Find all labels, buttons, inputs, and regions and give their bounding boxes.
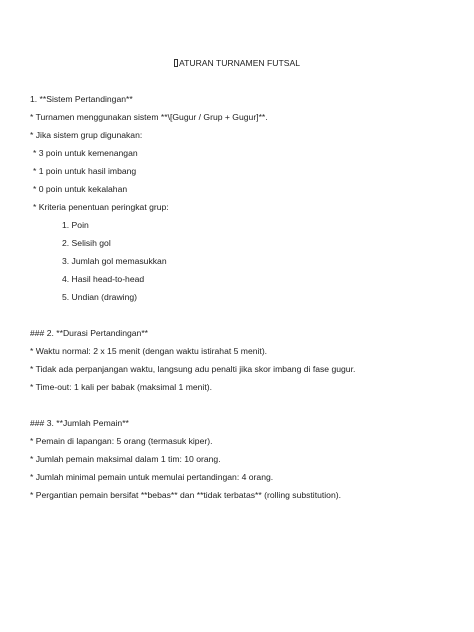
- list-item: 4. Hasil head-to-head: [62, 274, 145, 284]
- list-item: * Kriteria penentuan peringkat grup:: [33, 202, 169, 212]
- list-item: * Pergantian pemain bersifat **bebas** dan **tidak terbatas** (rolling substitution).: [30, 490, 341, 500]
- section-heading-durasi: ### 2. **Durasi Pertandingan**: [30, 328, 149, 338]
- document-title-row: [0, 58, 474, 69]
- section-heading-sistem: 1. **Sistem Pertandingan**: [30, 94, 133, 104]
- list-item: 2. Selisih gol: [62, 238, 111, 248]
- section-heading-jumlah: ### 3. **Jumlah Pemain**: [30, 418, 129, 428]
- list-item: * Jumlah pemain maksimal dalam 1 tim: 10 orang.: [30, 454, 221, 464]
- list-item: * 1 poin untuk hasil imbang: [33, 166, 137, 176]
- list-item: * Pemain di lapangan: 5 orang (termasuk kiper).: [30, 436, 213, 446]
- list-item: * Jumlah minimal pemain untuk memulai pertandingan: 4 orang.: [30, 472, 274, 482]
- list-item: * 3 poin untuk kemenangan: [33, 148, 138, 158]
- list-item: * Waktu normal: 2 x 15 menit (dengan waktu istirahat 5 menit).: [30, 346, 268, 356]
- list-item: * Tidak ada perpanjangan waktu, langsung adu penalti jika skor imbang di fase gugur.: [30, 364, 356, 374]
- list-item: * Time-out: 1 kali per babak (maksimal 1 menit).: [30, 382, 212, 392]
- document-title: ATURAN TURNAMEN FUTSAL: [179, 58, 300, 68]
- list-item: 1. Poin: [62, 220, 89, 230]
- missing-glyph-icon: [174, 59, 178, 67]
- list-item: * 0 poin untuk kekalahan: [33, 184, 128, 194]
- list-item: 5. Undian (drawing): [62, 292, 137, 302]
- list-item: * Turnamen menggunakan sistem **\[Gugur / Grup + Gugur]**.: [30, 112, 268, 122]
- list-item: * Jika sistem grup digunakan:: [30, 130, 143, 140]
- list-item: 3. Jumlah gol memasukkan: [62, 256, 167, 266]
